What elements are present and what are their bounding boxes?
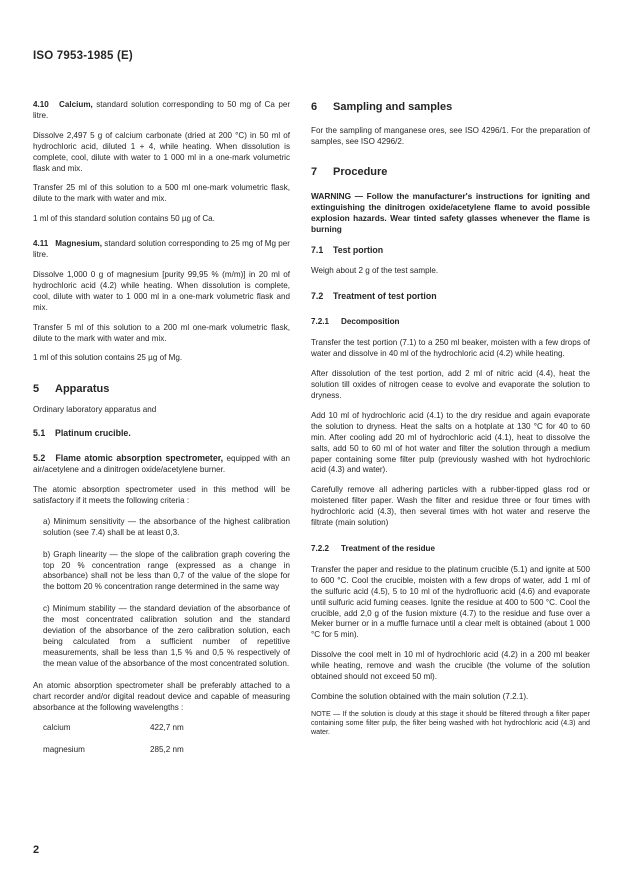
paragraph: For the sampling of manganese ores, see ISO 4296/1. For the preparation of samples, see ISO 4296/2. bbox=[311, 126, 590, 146]
clause-title: Flame atomic absorption spectrometer, bbox=[55, 453, 224, 464]
criterion-b: b) Graph linearity — the slope of the calibration graph covering the top 20 % concentration range (expressed as a change in absorbance) shall not be less than 0,7 of the value of the slope for the bottom 20 % concentration range determined in the same way bbox=[43, 549, 290, 592]
criterion-c: c) Minimum stability — the standard deviation of the absorbance of the most concentrated calibration solution and the standard deviation of the absorbance of the zero calibration solution, each being calculated from a sufficient number of repetitive measurements, shall be less than 1,5 % and 0,5 % respectively of the mean value of the absorbance of the most concentrated solution. bbox=[43, 604, 290, 668]
paragraph: Dissolve the cool melt in 10 ml of hydrochloric acid (4.2) in a 200 ml beaker while heating, remove and wash the crucible (the volume of the solution obtained should not exceed 50 ml). bbox=[311, 650, 590, 682]
note-text: NOTE — If the solution is cloudy at this stage it should be filtered through a filter paper containing some filter pulp, the filter being washed with hot hydrochloric acid (4.3) and water. bbox=[311, 709, 590, 737]
element-name: magnesium bbox=[43, 744, 85, 754]
criterion-a: a) Minimum sensitivity — the absorbance of the highest calibration solution (see 7.4) shall be at least 0,3. bbox=[43, 516, 290, 537]
section-number: 6 bbox=[311, 101, 318, 113]
page-number: 2 bbox=[33, 844, 40, 856]
wavelength-value: 422,7 nm bbox=[150, 722, 184, 732]
paragraph: Transfer the paper and residue to the platinum crucible (5.1) and ignite at 500 to 600 °C. Cool the crucible, moisten with a few drops of water, add 1 ml of the sulfuric acid (4.5), 5 to 10 ml of the hydrofluoric acid (4.6) and evaporate until sulfuric acid fuming ceases. Ignite the residue at 400 to 500 °C. Cool the crucible, add 2,0 g of the fusion mixture (4.7) to the residue and fuse over a Meker burner or in a muffle furnace until a clear melt is obtained (about 1 000 °C for 5 min). bbox=[311, 564, 590, 640]
document-header: ISO 7953-1985 (E) bbox=[33, 50, 133, 62]
clause-4-11-heading bbox=[33, 239, 290, 261]
section-number: 5 bbox=[33, 383, 40, 396]
wavelength-value: 285,2 nm bbox=[150, 744, 184, 754]
paragraph: An atomic absorption spectrometer shall be preferably attached to a chart recorder and/or digital readout device and capable of measuring absorbance at the following wavelengths : bbox=[33, 680, 290, 712]
paragraph: 1 ml of this solution contains 25 µg of Mg. bbox=[33, 353, 183, 363]
left-column bbox=[33, 100, 290, 761]
clause-5-2-heading bbox=[33, 453, 290, 476]
clause-7-2-1-heading bbox=[311, 316, 590, 327]
section-title: Apparatus bbox=[55, 383, 110, 396]
clause-title: Magnesium, bbox=[55, 239, 102, 249]
clause-title: Treatment of test portion bbox=[333, 291, 437, 302]
clause-number: 7.2 bbox=[311, 291, 324, 302]
section-5-heading bbox=[33, 382, 290, 396]
clause-number: 5.1 bbox=[33, 428, 46, 439]
paragraph: Transfer the test portion (7.1) to a 250 ml beaker, moisten with a few drops of water and dissolve in 40 ml of the hydrochloric acid (4.2) while heating. bbox=[311, 338, 590, 359]
clause-title: Test portion bbox=[333, 245, 384, 256]
clause-title: Decomposition bbox=[341, 317, 400, 327]
paragraph: Combine the solution obtained with the main solution (7.2.1). bbox=[311, 692, 529, 701]
clause-title: Calcium, bbox=[59, 100, 93, 109]
clause-description: standard solution corresponding to 25 mg of Mg per litre. bbox=[33, 239, 291, 260]
paragraph: Carefully remove all adhering particles with a rubber-tipped glass rod or moistened filter paper. Wash the filter and residue three or four times with hydrochloric acid (4.3), then several times with hot water and reserve the filtrate (main solution) bbox=[311, 485, 590, 528]
clause-number: 5.2 bbox=[33, 453, 46, 464]
wavelength-row bbox=[43, 739, 290, 761]
wavelength-table bbox=[43, 717, 290, 761]
paragraph: Dissolve 1,000 0 g of magnesium [purity 99,95 % (m/m)] in 20 ml of hydrochloric acid (4.2) while heating. When dissolution is complete, cool, dilute with water to 1 000 ml in a one-mark volumetric flask and mix. bbox=[33, 269, 290, 312]
clause-title: Treatment of the residue bbox=[341, 543, 435, 553]
paragraph: The atomic absorption spectrometer used in this method will be satisfactory if it meets the following criteria : bbox=[33, 485, 290, 505]
section-number: 7 bbox=[311, 165, 318, 178]
section-title: Procedure bbox=[333, 165, 388, 178]
clause-7-2-2-heading bbox=[311, 543, 590, 554]
paragraph: 1 ml of this standard solution contains 50 µg of Ca. bbox=[33, 214, 215, 224]
section-6-heading bbox=[311, 100, 590, 114]
element-name: calcium bbox=[43, 722, 71, 732]
clause-5-1-heading bbox=[33, 428, 290, 439]
paragraph: Weigh about 2 g of the test sample. bbox=[311, 266, 439, 276]
clause-7-1-heading bbox=[311, 245, 590, 256]
clause-7-2-heading bbox=[311, 291, 590, 302]
paragraph: Add 10 ml of hydrochloric acid (4.1) to the dry residue and again evaporate the solution to dryness. Heat the salts on a hotplate at 130 °C for 40 to 60 min. After cooling add 20 ml of hydrochloric acid (4.1), heat to dissolve the salts, add 50 to 60 ml of hot water and filter the solution through a medium paper containing some filter pulp (previously washed with hot hydrochloric acid (4.3) and water). bbox=[311, 410, 590, 475]
clause-number: 7.2.2 bbox=[311, 543, 330, 553]
warning-text: WARNING — Follow the manufacturer's instructions for igniting and extinguishing the dinitrogen oxide/acetylene flame to avoid possible explosion hazards. Wear tinted safety glasses whenever the flame is burning bbox=[311, 190, 590, 234]
clause-number: 4.11 bbox=[33, 239, 49, 249]
right-column bbox=[311, 100, 590, 738]
clause-number: 7.2.1 bbox=[311, 317, 330, 327]
paragraph: Transfer 25 ml of this solution to a 500 ml one-mark volumetric flask, dilute to the mark with water and mix. bbox=[33, 183, 290, 204]
paragraph: Transfer 5 ml of this solution to a 200 ml one-mark volumetric flask, dilute to the mark with water and mix. bbox=[33, 322, 290, 343]
clause-title: Platinum crucible. bbox=[55, 428, 131, 439]
section-7-heading bbox=[311, 165, 590, 179]
section-title: Sampling and samples bbox=[333, 101, 453, 113]
paragraph: After dissolution of the test portion, add 2 ml of nitric acid (4.4), heat the solution till oxides of nitrogen cease to evolve and evaporate the solution to dryness. bbox=[311, 369, 590, 400]
clause-number: 7.1 bbox=[311, 245, 324, 256]
paragraph: Ordinary laboratory apparatus and bbox=[33, 405, 157, 415]
clause-number: 4.10 bbox=[33, 100, 49, 109]
wavelength-row bbox=[43, 717, 290, 739]
clause-description: equipped with an air/acetylene and a dinitrogen oxide/acetylene burner. bbox=[33, 454, 291, 475]
clause-description: standard solution corresponding to 50 mg of Ca per litre. bbox=[33, 100, 291, 120]
paragraph: Dissolve 2,497 5 g of calcium carbonate (dried at 200 °C) in 50 ml of hydrochloric acid, diluted 1 + 4, while heating. When dissolution is complete, cool, dilute with water to 1 000 ml in a one-mark volumetric flask and mix. bbox=[33, 130, 290, 173]
clause-4-10-heading bbox=[33, 100, 290, 122]
